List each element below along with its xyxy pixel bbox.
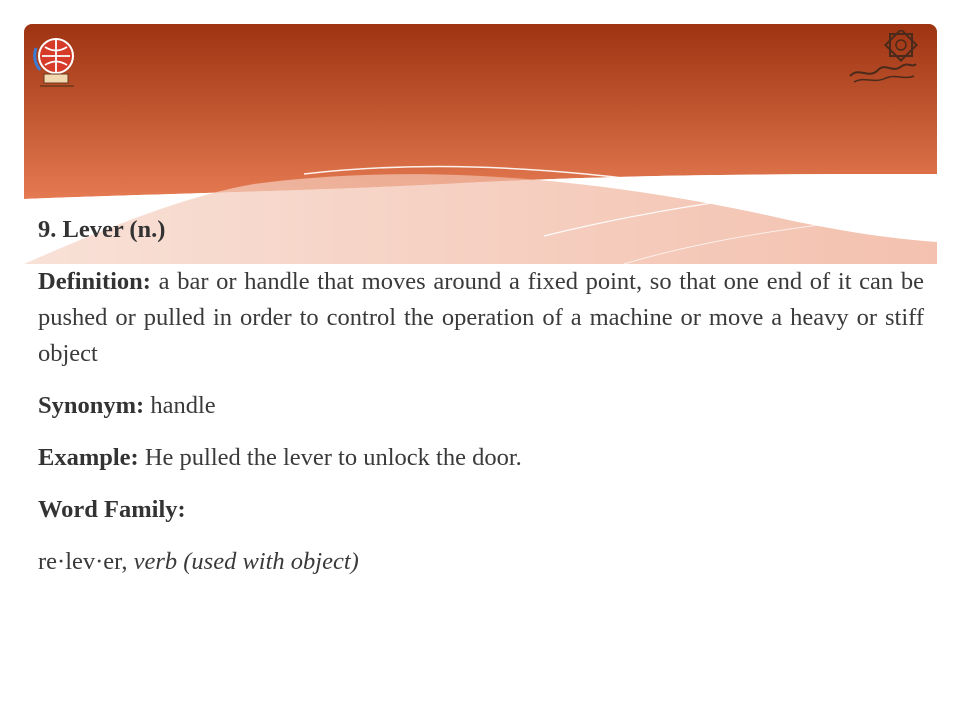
derivative-pos: verb (used with object) <box>127 548 359 575</box>
derivative-word: re·lev·er, <box>38 548 128 575</box>
definition-text: a bar or handle that moves around a fixed point, so that one end of it can be pushed or pulled in order to control the operation of a machine or move a heavy or stiff object <box>38 268 924 367</box>
definition-paragraph <box>38 264 924 372</box>
university-emblem-logo <box>30 30 80 90</box>
synonym-text: handle <box>144 392 216 419</box>
vocabulary-entry <box>38 212 924 596</box>
word-family-line <box>38 492 924 528</box>
example-label: Example: <box>38 444 139 471</box>
persian-calligraphy-logo <box>846 30 918 88</box>
definition-label: Definition: <box>38 268 151 295</box>
example-line <box>38 440 924 476</box>
example-text: He pulled the lever to unlock the door. <box>138 444 522 471</box>
word-family-label: Word Family: <box>38 496 186 523</box>
derivative-line <box>38 544 924 580</box>
word-heading: 9. Lever (n.) <box>38 216 166 243</box>
entry-heading <box>38 212 924 248</box>
synonym-label: Synonym: <box>38 392 145 419</box>
synonym-line <box>38 388 924 424</box>
